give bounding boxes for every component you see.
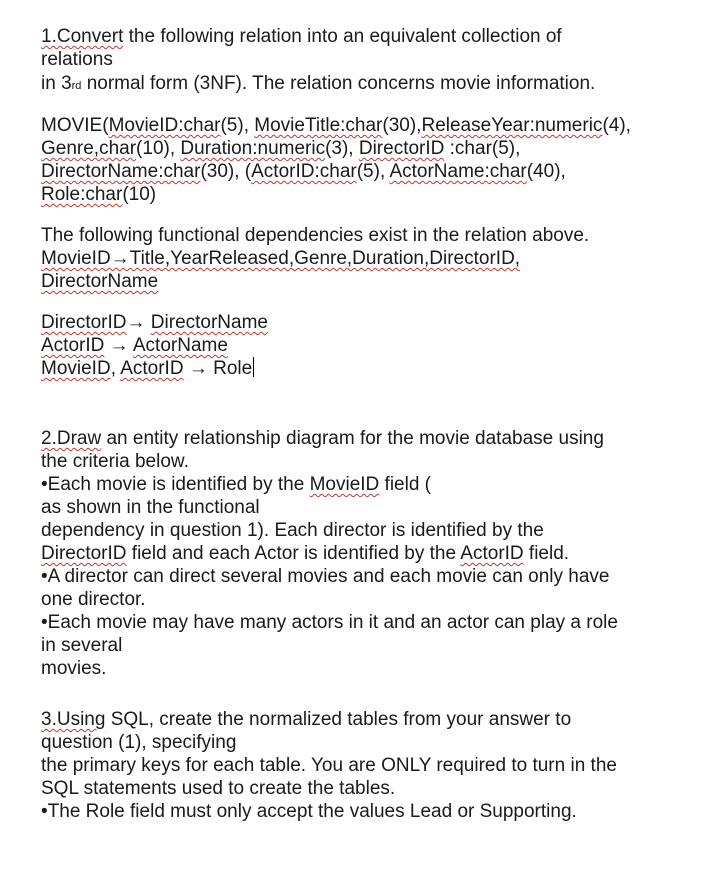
- fd-1-cont: DirectorName: [41, 271, 159, 292]
- q1-line-1: 1.Convert the following relation into an equivalent collection of: [41, 26, 562, 47]
- q3-line-4: SQL statements used to create the tables.: [41, 778, 396, 799]
- dependency-list: [41, 311, 681, 380]
- q1-line-2: relations: [41, 49, 113, 70]
- q3-number: 3.Using: [41, 709, 106, 730]
- q3-line-1: 3.Using SQL, create the normalized tables from your answer to: [41, 709, 572, 730]
- q2-bullet-3-line-3: movies.: [41, 658, 107, 679]
- q2-bullet-3: •Each movie may have many actors in it and an actor can play a role: [41, 612, 618, 633]
- question-2: [41, 427, 681, 680]
- relation-line-2: Genre,char(10), Duration:numeric(3), DirectorID :char(5),: [41, 138, 521, 159]
- q2-bullet-1-line-3: dependency in question 1). Each director is identified by the: [41, 520, 544, 541]
- q2-line-1: 2.Draw an entity relationship diagram for the movie database using: [41, 428, 604, 449]
- text-cursor: [253, 357, 254, 377]
- q2-bullet-2: •A director can direct several movies and each movie can only have: [41, 566, 610, 587]
- q2-number: 2.Draw: [41, 428, 102, 449]
- fd-2: DirectorID→ DirectorName: [41, 312, 268, 333]
- fd-intro: The following functional dependencies exist in the relation above.: [41, 225, 590, 246]
- fd-3: ActorID → ActorName: [41, 335, 228, 356]
- question-3: [41, 708, 681, 823]
- q2-line-2: the criteria below.: [41, 451, 189, 472]
- functional-dependencies: [41, 224, 681, 293]
- q2-bullet-1-line-4: DirectorID field and each Actor is identified by the ActorID field.: [41, 543, 570, 564]
- q3-bullet-1: •The Role field must only accept the values Lead or Supporting.: [41, 801, 577, 822]
- q2-bullet-3-line-2: in several: [41, 635, 123, 656]
- q2-bullet-1-line-2: as shown in the functional: [41, 497, 260, 518]
- ordinal-suffix: rd: [71, 80, 82, 92]
- relation-line-3: DirectorName:char(30), (ActorID:char(5), ActorName:char(40),: [41, 161, 566, 182]
- q1-number: 1.Convert: [41, 26, 124, 47]
- q2-bullet-2-line-2: one director.: [41, 589, 146, 610]
- relation-line-1: MOVIE(MovieID:char(5), MovieTitle:char(30),ReleaseYear:numeric(4),: [41, 115, 631, 136]
- question-1: [41, 25, 681, 98]
- q3-line-2: question (1), specifying: [41, 732, 237, 753]
- fd-4: MovieID, ActorID → Role: [41, 358, 253, 379]
- q1-line-3: in 3rd normal form (3NF). The relation concerns movie information.: [41, 73, 596, 94]
- movie-relation: [41, 114, 681, 206]
- fd-1: MovieID→Title,YearReleased,Genre,Duration,DirectorID,: [41, 248, 521, 269]
- q2-bullet-1: •Each movie is identified by the MovieID field (: [41, 474, 432, 495]
- q3-line-3: the primary keys for each table. You are ONLY required to turn in the: [41, 755, 617, 776]
- relation-line-4: Role:char(10): [41, 184, 157, 205]
